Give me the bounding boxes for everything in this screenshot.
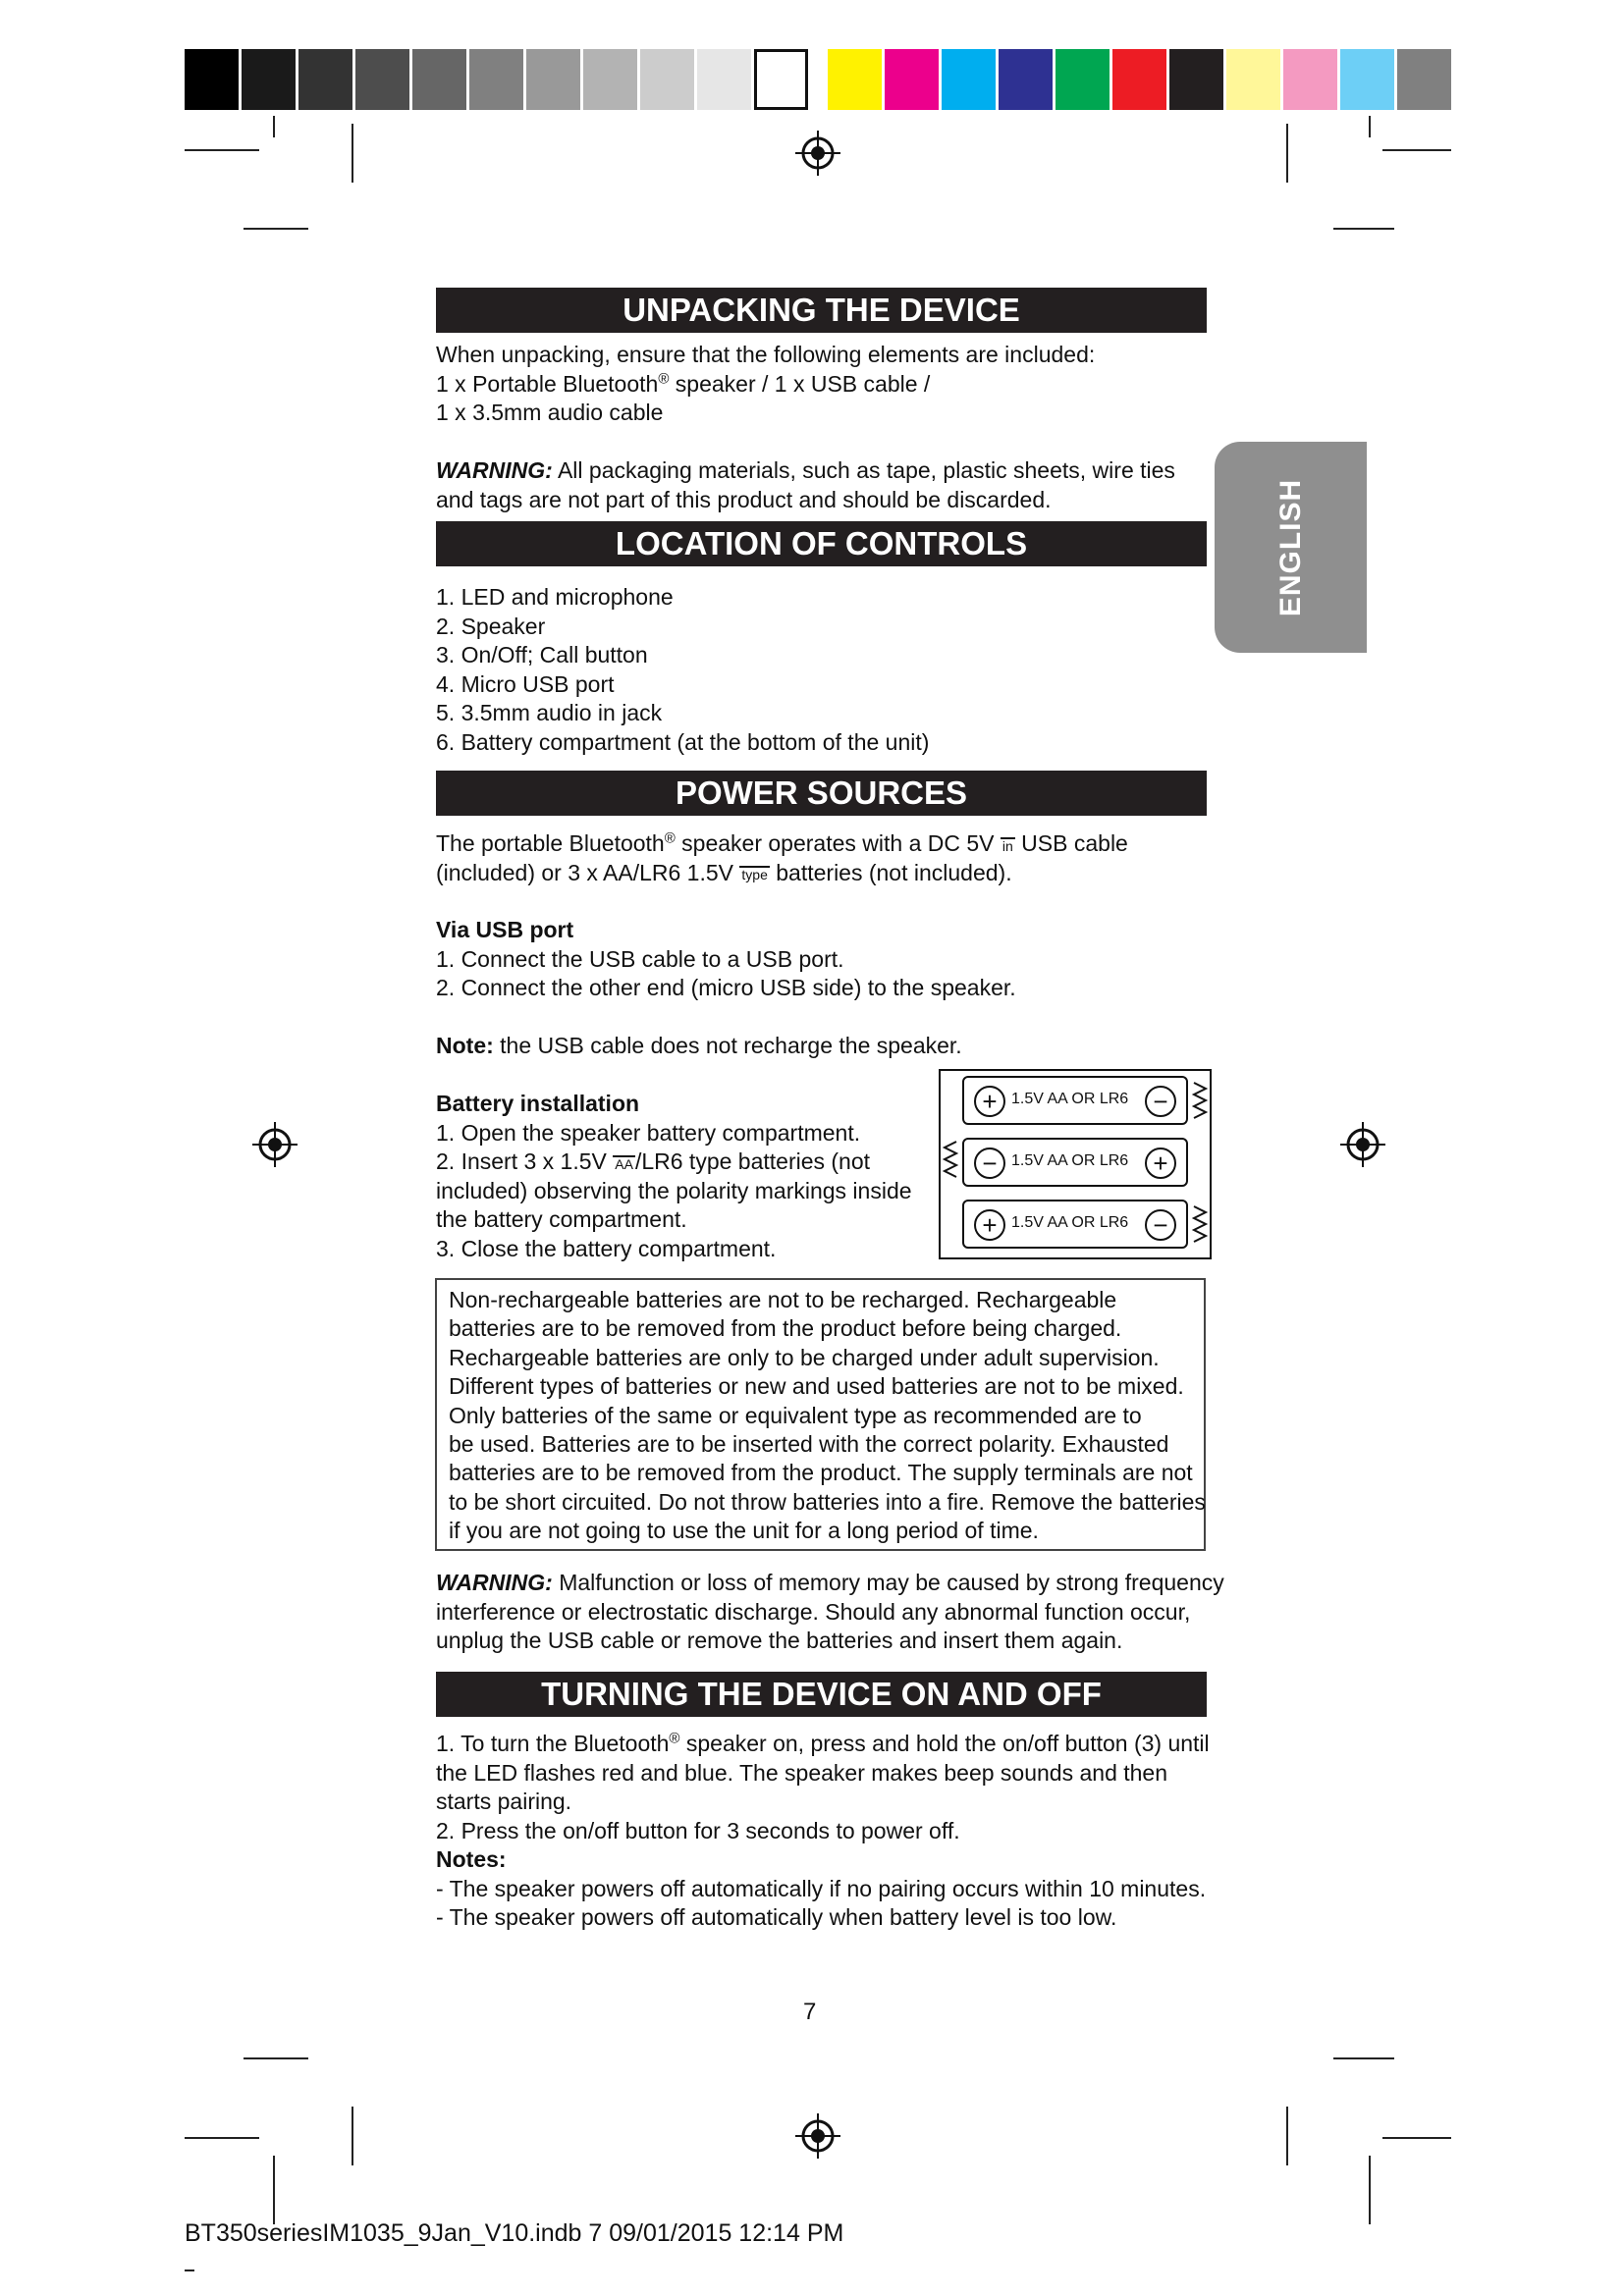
battery-cell: − 1.5V AA OR LR6 + [962, 1138, 1188, 1187]
controls-item: 6. Battery compartment (at the bottom of the unit) [436, 728, 930, 755]
color-swatch [999, 49, 1053, 110]
color-swatch [942, 49, 996, 110]
crop-mark [185, 149, 259, 151]
registration-mark-icon [250, 1120, 299, 1169]
controls-item: 2. Speaker [436, 613, 546, 639]
spring-icon [941, 1140, 960, 1183]
unpacking-warning: WARNING: All packaging materials, such as tape, plastic sheets, wire ties and tags are not part of this product and should be discarded. [436, 457, 1175, 512]
color-swatch [697, 49, 751, 110]
power-heading: POWER SOURCES [436, 771, 1207, 816]
footer-dash [185, 2269, 194, 2271]
minus-terminal-icon: − [1145, 1209, 1176, 1241]
crop-mark [244, 228, 308, 230]
crop-mark [1369, 116, 1371, 137]
page-number: 7 [803, 1999, 817, 2025]
color-swatch [1056, 49, 1110, 110]
color-swatch [1397, 49, 1451, 110]
color-swatch [1340, 49, 1394, 110]
color-swatch [1283, 49, 1337, 110]
crop-mark [273, 2156, 275, 2224]
controls-item: 4. Micro USB port [436, 670, 615, 697]
controls-item: 3. On/Off; Call button [436, 642, 648, 667]
power-intro: The portable Bluetooth® speaker operates with a DC 5V in USB cable (included) or 3 x AA/LR6 1.5V type batteries (not included). [436, 829, 1128, 885]
plus-terminal-icon: + [1145, 1148, 1176, 1179]
color-swatch [885, 49, 939, 110]
registration-mark-icon [793, 129, 842, 178]
color-swatch [242, 49, 296, 110]
turning-body: 1. To turn the Bluetooth® speaker on, press and hold the on/off button (3) until the LED flashes red and blue. The speaker makes beep sounds and then starts pairing. 2. Press the on/off button for 3 seconds to power off. Notes: - The speaker powers off automatically if no pairing occurs within 10 minutes. - The speaker powers off automatically when battery level is too low. [436, 1730, 1210, 1930]
color-swatch [828, 49, 882, 110]
color-swatch [1226, 49, 1280, 110]
battery-cell: + 1.5V AA OR LR6 − [962, 1200, 1188, 1249]
print-footer: BT350seriesIM1035_9Jan_V10.indb 7 09/01/2015 12:14 PM [185, 2219, 844, 2247]
dc-symbol: AA [615, 1155, 633, 1172]
crop-mark [1382, 2137, 1451, 2139]
crop-mark [185, 2137, 259, 2139]
usb-step: 2. Connect the other end (micro USB side) to the speaker. [436, 975, 1016, 1000]
notes-label: Notes: [436, 1846, 507, 1872]
minus-terminal-icon: − [974, 1148, 1005, 1179]
color-swatch [526, 49, 580, 110]
unpacking-items-line: 1 x Portable Bluetooth® speaker / 1 x USB cable / [436, 369, 931, 397]
unpacking-intro: When unpacking, ensure that the following elements are included: [436, 342, 1096, 367]
usb-section [436, 916, 1016, 1003]
crop-mark [1286, 2107, 1288, 2165]
malfunction-warning: WARNING: Malfunction or loss of memory may be caused by strong frequency interference or electrostatic discharge. Should any abnormal function occur, unplug the USB cable or remove the batteries and insert them again. [436, 1570, 1224, 1653]
color-swatch [298, 49, 352, 110]
controls-item: 1. LED and microphone [436, 584, 674, 610]
dc-symbol: type [741, 867, 768, 883]
battery-safety-box: Non-rechargeable batteries are not to be recharged. Rechargeable batteries are to be removed from the product before being charged. Rechargeable batteries are only to be charged under adult supervision. Different types of batteries or new and used batteries are not to be mixed. Only batteries of the same or equivalent type as recommended are to be used. Batteries are to be inserted with the correct polarity. Exhausted batteries are to be removed from the product. The supply terminals are not to be short circuited. Do not throw batteries into a fire. Remove the batteries if you are not going to use the unit for a long period of time. [435, 1278, 1206, 1551]
battery-title: Battery installation [436, 1091, 640, 1116]
battery-cell: + 1.5V AA OR LR6 − [962, 1076, 1188, 1125]
crop-mark [1286, 124, 1288, 183]
battery-installation: Battery installation 1. Open the speaker battery compartment. 2. Insert 3 x 1.5V AA/LR6 type batteries (not included) observing the polarity markings inside the battery compartment. 3. Close the battery compartment. [436, 1091, 912, 1261]
color-swatch [1112, 49, 1166, 110]
crop-mark [244, 2057, 308, 2059]
color-swatch [412, 49, 466, 110]
controls-heading: LOCATION OF CONTROLS [436, 521, 1207, 566]
unpacking-heading: UNPACKING THE DEVICE [436, 288, 1207, 333]
usb-step: 1. Connect the USB cable to a USB port. [436, 945, 844, 972]
plus-terminal-icon: + [974, 1086, 1005, 1117]
usb-note: Note: the USB cable does not recharge the speaker. [436, 1033, 962, 1058]
unpacking-body [436, 341, 1095, 428]
spring-icon [1190, 1081, 1210, 1248]
crop-mark [352, 2107, 353, 2165]
crop-mark [352, 124, 353, 183]
controls-item: 5. 3.5mm audio in jack [436, 700, 663, 725]
language-tab-label: ENGLISH [1273, 478, 1307, 616]
usb-title: Via USB port [436, 917, 574, 942]
color-swatch [1169, 49, 1223, 110]
crop-mark [1382, 149, 1451, 151]
crop-mark [1369, 2156, 1371, 2224]
registration-mark-icon [793, 2111, 842, 2161]
crop-mark [1333, 228, 1394, 230]
dc-symbol: in [1001, 837, 1013, 854]
battery-diagram [939, 1069, 1212, 1259]
color-swatch [640, 49, 694, 110]
minus-terminal-icon: − [1145, 1086, 1176, 1117]
crop-mark [273, 116, 275, 137]
registration-mark-icon [1338, 1120, 1387, 1169]
color-swatch [583, 49, 637, 110]
turning-heading: TURNING THE DEVICE ON AND OFF [436, 1672, 1207, 1717]
unpacking-items-line: 1 x 3.5mm audio cable [436, 400, 664, 425]
warning-label: WARNING: [436, 457, 553, 483]
crop-mark [1333, 2057, 1394, 2059]
color-swatch [469, 49, 523, 110]
controls-list [436, 583, 929, 757]
plus-terminal-icon: + [974, 1209, 1005, 1241]
language-side-tab [1215, 442, 1367, 653]
color-swatch [754, 49, 808, 110]
color-swatch [355, 49, 409, 110]
warning-label: WARNING: [436, 1570, 553, 1595]
color-swatch [185, 49, 239, 110]
